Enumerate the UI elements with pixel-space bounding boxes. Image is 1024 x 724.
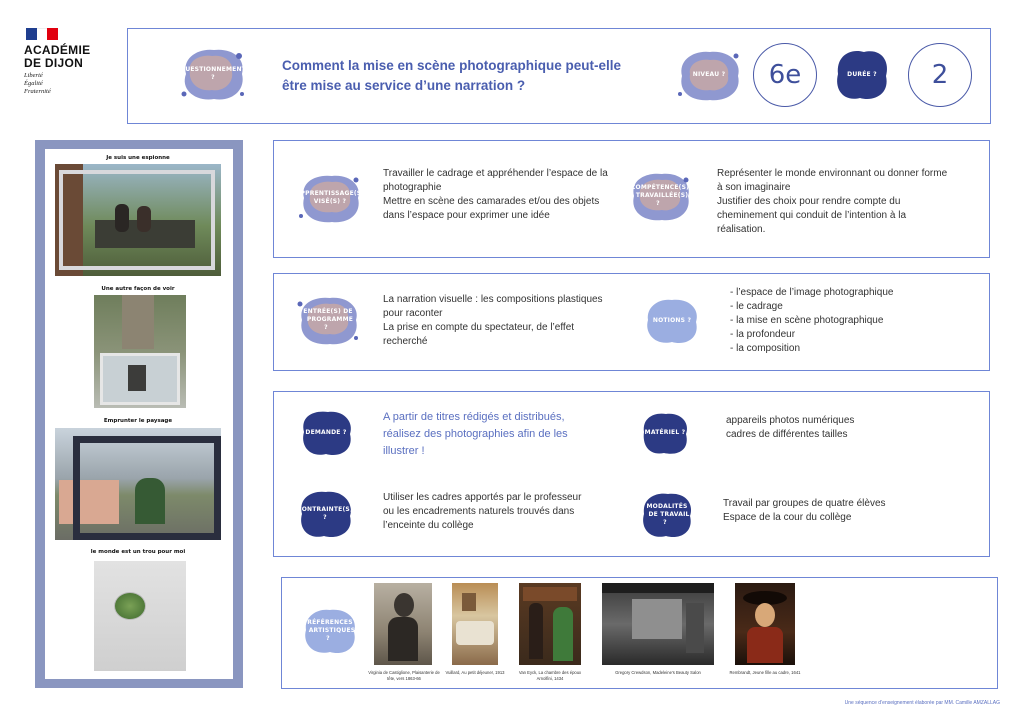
main-question — [282, 56, 621, 96]
contraintes-tag: CONTRAINTE(S) ? — [296, 488, 354, 540]
ref-caption-rembrandt: Rembrandt, Jeune fille au cadre, 1641 — [729, 670, 801, 675]
contraintes-line: Utiliser les cadres apportés par le professeur — [383, 492, 582, 503]
demande-line: A partir de titres rédigés et distribués, — [383, 411, 565, 423]
modalites-tag — [640, 490, 694, 540]
apprentissages-text — [383, 167, 623, 223]
entrees-tag-l1: ENTRÉE(S) DE — [303, 308, 353, 315]
references-tag — [300, 606, 360, 656]
competences-tag — [626, 168, 694, 224]
ref-caption-castiglione: Virginia de Castiglione, Plaisanterie de tête, vers 1863-66 — [368, 670, 440, 681]
sidebar-caption-2: Une autre façon de voir — [101, 286, 175, 292]
logo-line1: ACADÉMIE — [24, 43, 91, 57]
motto-1: Liberté — [24, 72, 43, 79]
notions-line: - la mise en scène photographique — [730, 315, 884, 326]
competences-tag-l1: COMPÉTENCE(S) — [630, 184, 690, 191]
competences-line: Représenter le monde environnant ou donner forme — [717, 168, 948, 179]
materiel-tag: MATÉRIEL ? — [640, 410, 690, 456]
ref-caption-crewdson: Gregory Crewdson, Madeleine's Beauty Salon — [615, 670, 701, 675]
notions-line: - la profondeur — [730, 329, 796, 340]
footer-credit: Une séquence d’enseignement élaborée par MM. Camille AMZALLAG — [844, 700, 1000, 706]
apprentissages-tag-l1: APPRENTISSAGE(S) — [295, 190, 365, 197]
ref-image-vuillard — [452, 583, 498, 665]
photo-world-hole — [94, 561, 186, 671]
photo-spy-frame — [55, 164, 221, 276]
competences-line: cheminement qui conduit de l’intention à la — [717, 210, 907, 221]
duree-value: 2 — [908, 43, 972, 107]
ref-image-van-eyck — [519, 583, 581, 665]
entrees-line: La narration visuelle : les compositions plastiques — [383, 294, 603, 305]
apprentissages-line: dans l’espace pour exprimer une idée — [383, 210, 550, 221]
notions-line: - la composition — [730, 343, 801, 354]
duree-tag: DURÉE ? — [832, 46, 892, 104]
logo — [24, 28, 114, 98]
demande-tag: DEMANDE ? — [298, 408, 354, 458]
sidebar-caption-1: Je suis une espionne — [106, 155, 170, 161]
entrees-line: recherché — [383, 336, 428, 347]
demande-text — [383, 409, 623, 460]
entrees-tag-l2: PROGRAMME ? — [306, 316, 354, 331]
apprentissages-line: Mettre en scène des camarades et/ou des objets — [383, 196, 600, 207]
niveau-tag: NIVEAU ? — [674, 46, 744, 104]
marianne-flag-icon — [26, 28, 58, 40]
competences-line: réalisation. — [717, 224, 766, 235]
ref-image-castiglione — [374, 583, 432, 665]
modalites-tag-l1: MODALITÉS — [646, 503, 688, 510]
references-tag-l1: RÉFÉRENCES — [307, 619, 353, 626]
apprentissages-line: photographie — [383, 182, 442, 193]
modalites-line: Espace de la cour du collège — [723, 512, 852, 523]
motto-2: Égalité — [24, 80, 43, 87]
motto-3: Fraternité — [24, 88, 51, 95]
contraintes-line: l’enceinte du collège — [383, 520, 474, 531]
contraintes-line: ou les encadrements naturels trouvés dans — [383, 506, 575, 517]
photo-other-view — [94, 295, 186, 408]
modalites-tag-l2: DE TRAVAIL ? — [648, 511, 690, 526]
modalites-text — [723, 497, 963, 525]
main-question-line1: Comment la mise en scène photographique peut-elle — [282, 58, 622, 73]
modalites-line: Travail par groupes de quatre élèves — [723, 498, 886, 509]
materiel-line: cadres de différentes tailles — [726, 429, 848, 440]
photo-borrow-landscape — [55, 428, 221, 540]
entrees-tag — [294, 292, 362, 348]
apprentissages-line: Travailler le cadrage et appréhender l’espace de la — [383, 168, 608, 179]
entrees-line: La prise en compte du spectateur, de l’effet — [383, 322, 575, 333]
demande-line: réalisez des photographies afin de les — [383, 428, 568, 440]
sidebar-caption-3: Emprunter le paysage — [103, 418, 173, 424]
notions-tag: NOTIONS ? — [642, 296, 702, 346]
competences-tag-l2: TRAVAILLÉE(S) ? — [635, 192, 689, 207]
ref-image-crewdson — [602, 583, 714, 665]
contraintes-text — [383, 491, 623, 533]
ref-caption-vuillard: Vuillard, Au petit déjeuner, 1913 — [445, 670, 505, 675]
demande-line: illustrer ! — [383, 445, 425, 457]
notions-line: - l’espace de l’image photographique — [730, 287, 894, 298]
materiel-text — [726, 414, 966, 442]
apprentissages-tag-l2: VISÉ(S) ? — [313, 198, 347, 205]
notions-text — [730, 286, 970, 356]
ref-image-rembrandt — [735, 583, 795, 665]
ref-caption-van-eyck: Van Eyck, La chambre des époux Arnolfini, 1434 — [518, 670, 582, 681]
notions-line: - le cadrage — [730, 301, 783, 312]
question-tag: QUESTIONNEMENT ? — [176, 44, 250, 104]
entrees-text — [383, 293, 623, 349]
logo-line2: DE DIJON — [24, 56, 84, 70]
main-question-line2: être mise au service d’une narration ? — [282, 78, 526, 93]
niveau-value: 6e — [753, 43, 817, 107]
sidebar-caption-4: le monde est un trou pour moi — [90, 549, 186, 555]
competences-text — [717, 167, 967, 237]
references-tag-l2: ARTISTIQUES ? — [308, 627, 356, 642]
competences-line: à son imaginaire — [717, 182, 791, 193]
apprentissages-tag — [296, 170, 364, 226]
entrees-line: pour raconter — [383, 308, 443, 319]
materiel-line: appareils photos numériques — [726, 415, 855, 426]
competences-line: Justifier des choix pour rendre compte du — [717, 196, 901, 207]
